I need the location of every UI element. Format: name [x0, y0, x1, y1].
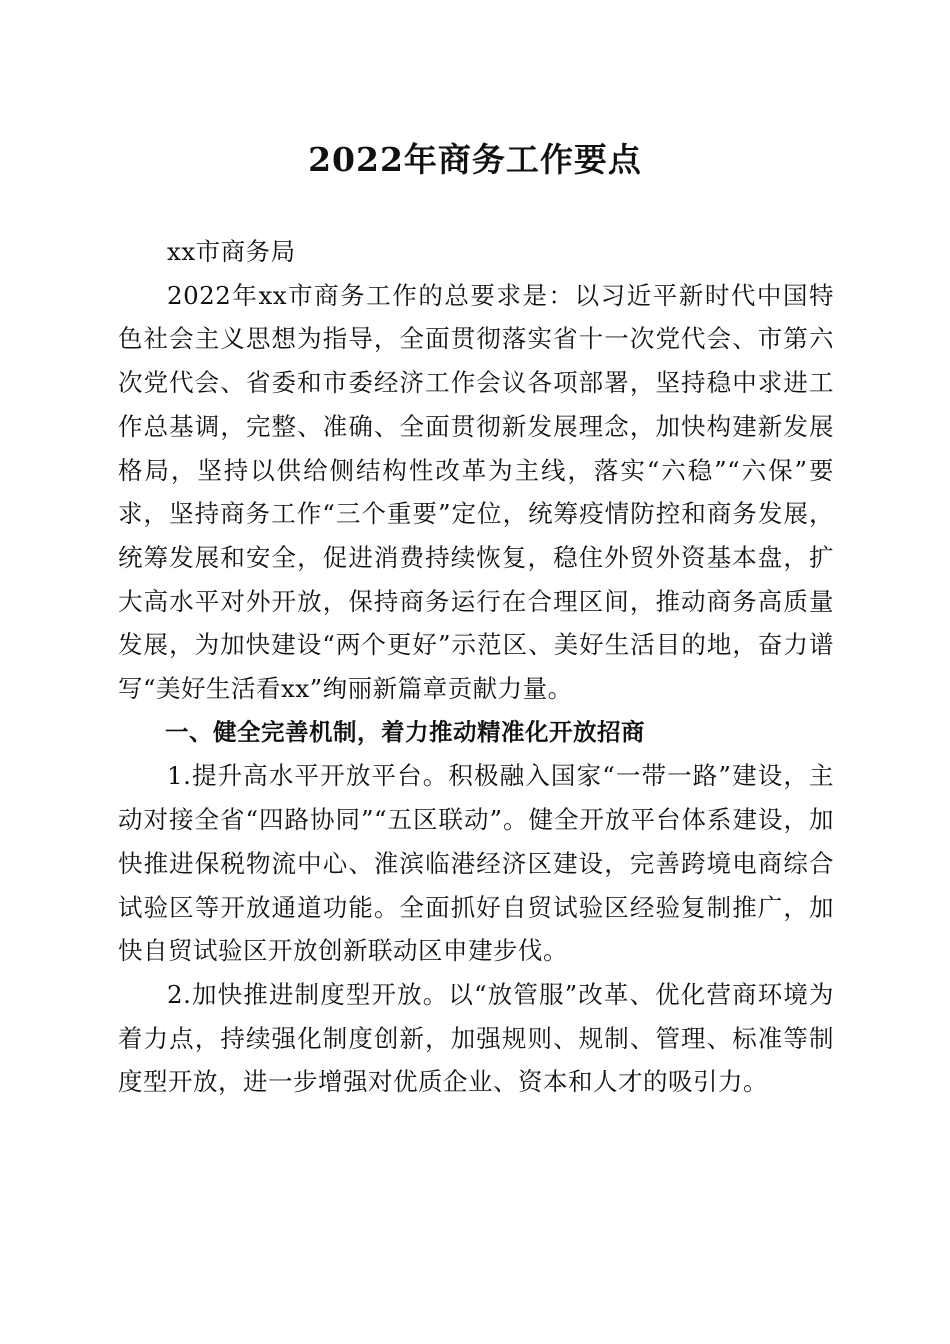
document-title: 2022年商务工作要点	[308, 140, 642, 179]
item-paragraph-2: 2.加快推进制度型开放。以“放管服”改革、优化营商环境为着力点，持续强化制度创新，加强规则、规制、管理、标准等制度型开放，进一步增强对优质企业、资本和人才的吸引力。	[118, 979, 834, 1097]
intro-paragraph: 2022年xx市商务工作的总要求是：以习近平新时代中国特色社会主义思想为指导，全面贯彻落实省十一次党代会、市第六次党代会、省委和市委经济工作会议各项部署，坚持稳中求进工作总基调，完整、准确、全面贯彻新发展理念，加快构建新发展格局，坚持以供给侧结构性改革为主线，落实“六稳”“六保”要求，坚持商务工作“三个重要”定位，统筹疫情防控和商务发展，统筹发展和安全，促进消费持续恢复，稳住外贸外资基本盘，扩大高水平对外开放，保持商务运行在合理区间，推动商务高质量发展，为加快建设“两个更好”示范区、美好生活目的地，奋力谱写“美好生活看xx”绚丽新篇章贡献力量。	[118, 280, 834, 704]
author-line: xx市商务局	[167, 237, 296, 266]
item-paragraph-1: 1.提升高水平开放平台。积极融入国家“一带一路”建设，主动对接全省“四路协同”“五区联动”。健全开放平台体系建设，加快推进保税物流中心、淮滨临港经济区建设，完善跨境电商综合试验区等开放通道功能。全面抓好自贸试验区经验复制推广，加快自贸试验区开放创新联动区申建步伐。	[118, 761, 834, 966]
document-body	[118, 230, 834, 1104]
section-heading: 一、健全完善机制，着力推动精准化开放招商	[165, 717, 645, 746]
